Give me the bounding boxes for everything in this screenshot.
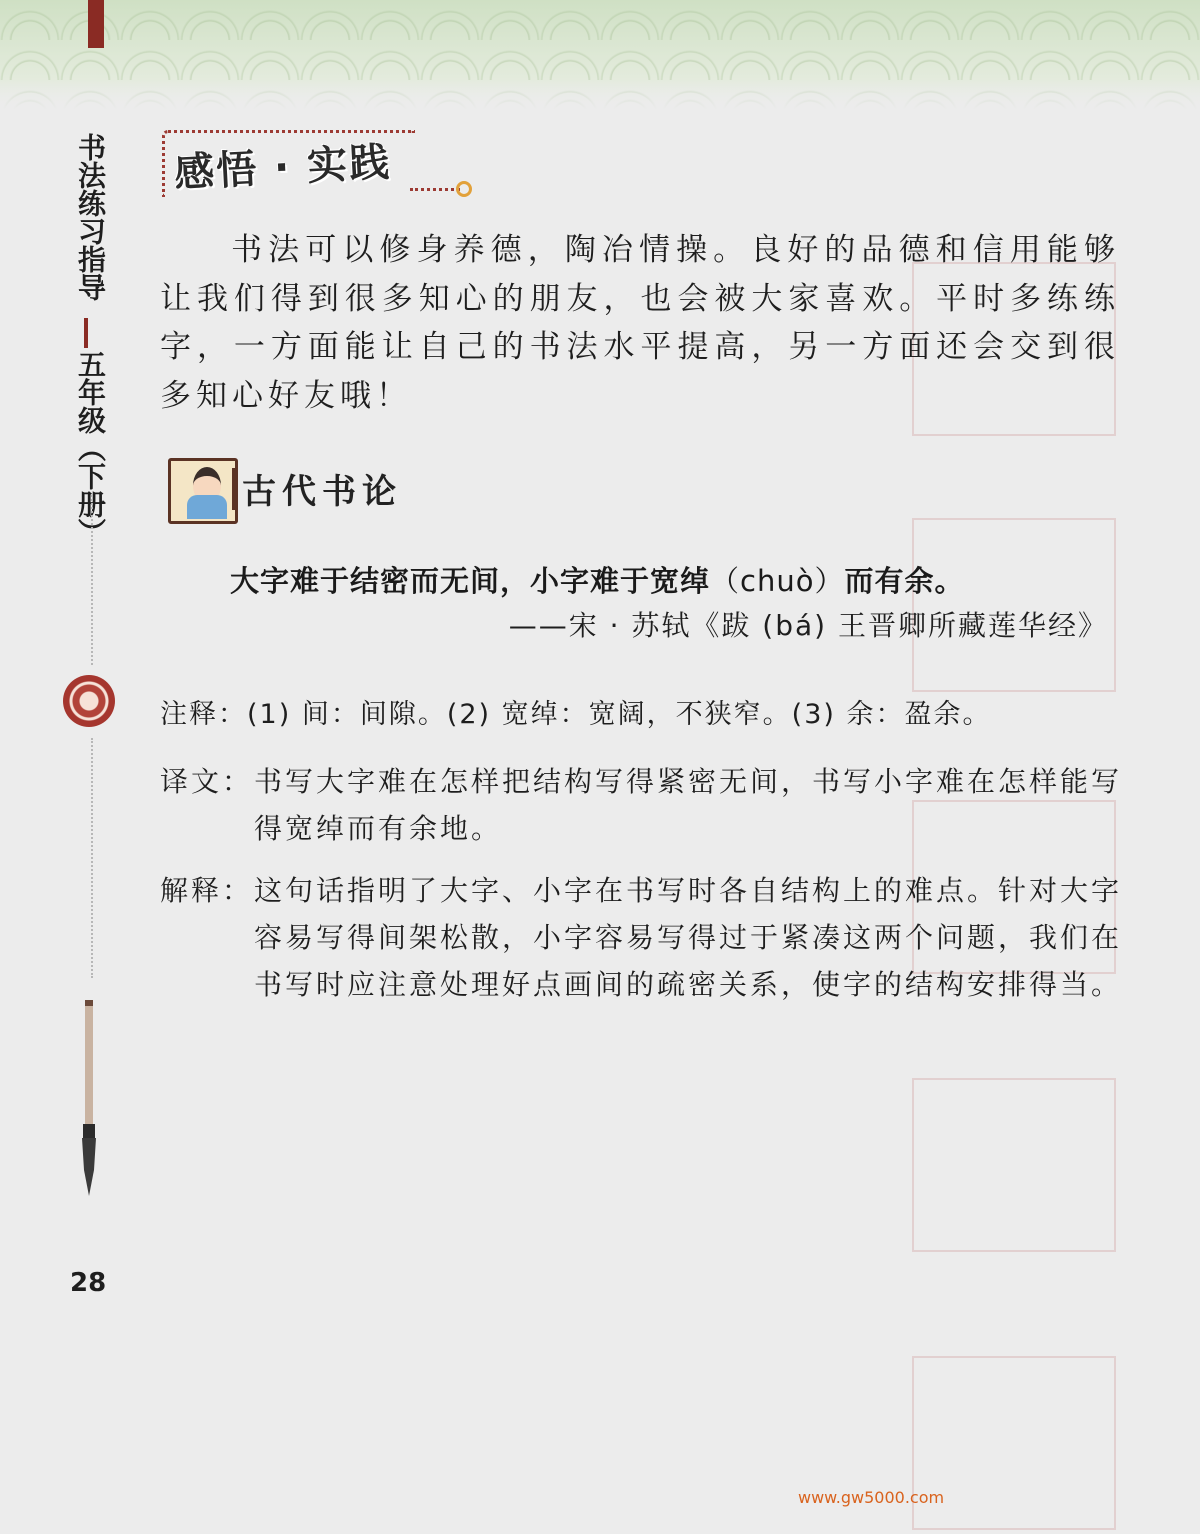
- scroll-rod: [232, 468, 238, 510]
- ribbon-marker: [88, 0, 104, 48]
- grade-label: 五年级（下册）: [74, 350, 107, 546]
- sidebar-dotted-line: [91, 495, 93, 665]
- watermark-text: www.gw5000.com: [798, 1488, 945, 1507]
- sidebar-dotted-line: [91, 738, 93, 978]
- quote-source: ——宋 · 苏轼《跋 (bá) 王晋卿所藏莲华经》: [508, 609, 1108, 642]
- practice-paragraph-text: 书法可以修身养德，陶冶情操。良好的品德和信用能够让我们得到很多知心的朋友，也会被大家喜欢。平时多练练字，一方面能让自己的书法水平提高，另一方面还会交到很多知心好友哦！: [160, 232, 1120, 414]
- brush-icon: [76, 1000, 102, 1200]
- section-heading-theory: [162, 458, 422, 520]
- translation-text: 书写大字难在怎样把结构写得紧密无间，书写小字难在怎样能写得宽绰而有余地。: [254, 765, 1123, 845]
- seal-icon: [63, 675, 115, 727]
- book-title: 书法练习指导: [74, 133, 107, 301]
- section-heading-practice: [160, 120, 480, 200]
- heading-text: 感悟 · 实践: [173, 139, 393, 197]
- heading-dotted-underline: [410, 188, 460, 191]
- sidebar-separator: [84, 318, 88, 348]
- quote-pinyin: （chuò）: [710, 564, 845, 598]
- quote-part: 而有余。: [844, 564, 965, 598]
- quote-part: 大字难于结密而无间，小字难于宽绰: [230, 564, 711, 598]
- ghost-grid-box: [912, 1078, 1116, 1252]
- translation-label: 译文：: [160, 765, 254, 798]
- scholar-scroll-icon: [168, 458, 238, 524]
- explanation-label: 解释：: [160, 874, 254, 907]
- heading-text: 古代书论: [242, 472, 402, 512]
- scholar-body: [187, 495, 227, 519]
- classical-quote: [230, 559, 964, 600]
- page-number: 28: [70, 1268, 107, 1298]
- explanation-text: 这句话指明了大字、小字在书写时各自结构上的难点。针对大字容易写得间架松散，小字容易写得过于紧凑这两个问题，我们在书写时应注意处理好点画间的疏密关系，使字的结构安排得当。: [254, 874, 1123, 1001]
- circle-icon: [456, 181, 472, 197]
- decorative-wave-band: [0, 0, 1200, 110]
- practice-paragraph: [160, 226, 1120, 420]
- annotation-line: 注释：(1) 间：间隙。(2) 宽绰：宽阔，不狭窄。(3) 余：盈余。: [160, 699, 992, 730]
